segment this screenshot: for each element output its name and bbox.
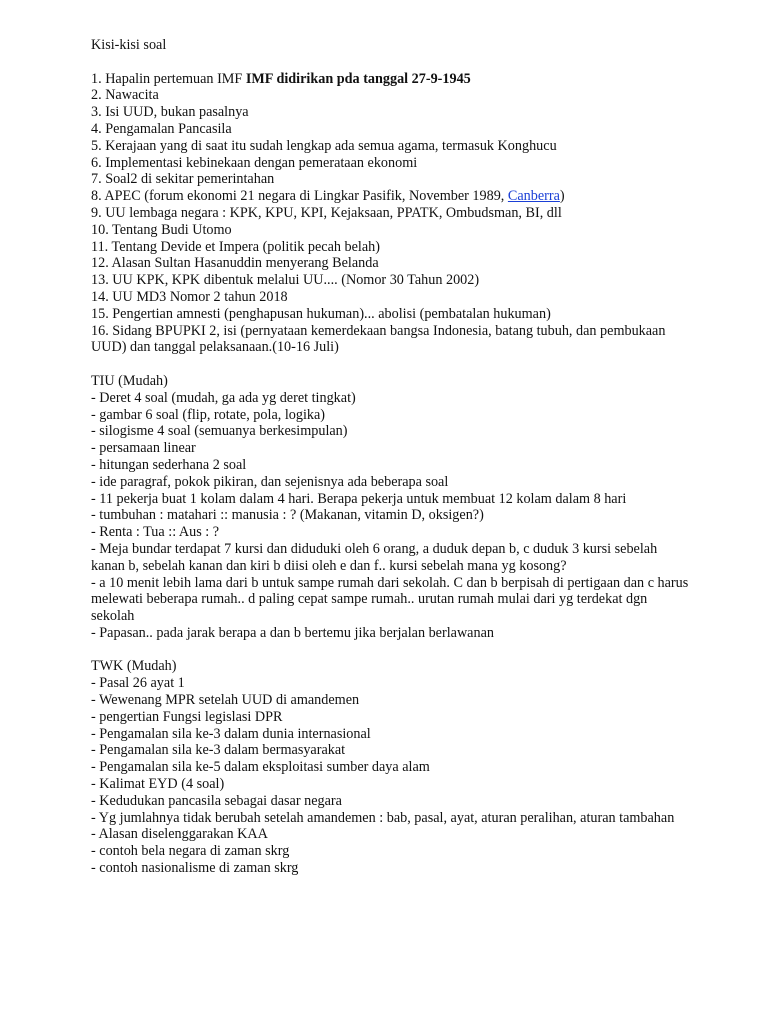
- list-item: 15. Pengertian amnesti (penghapusan hukuman)... abolisi (pembatalan hukuman): [91, 305, 551, 322]
- list-item: - Pasal 26 ayat 1: [91, 675, 185, 692]
- list-item: - a 10 menit lebih lama dari b untuk sampe rumah dari sekolah. C dan b berpisah di pertigaan dan c harus melewati beberapa rumah.. d paling cepat sampe rumah.. urutan rumah mulai dari yg terdekat dgn sekolah: [91, 574, 689, 625]
- spacer: [91, 356, 691, 373]
- list-item: - Alasan diselenggarakan KAA: [91, 826, 268, 843]
- list-item: - Papasan.. pada jarak berapa a dan b bertemu jika berjalan berlawanan: [91, 624, 494, 641]
- doc-title: Kisi-kisi soal: [91, 37, 167, 53]
- list-item: - hitungan sederhana 2 soal: [91, 456, 247, 473]
- list-item: - Kedudukan pancasila sebagai dasar negara: [91, 792, 342, 809]
- list-item: 9. UU lembaga negara : KPK, KPU, KPI, Kejaksaan, PPATK, Ombudsman, BI, dll: [91, 204, 562, 221]
- list-item: 11. Tentang Devide et Impera (politik pecah belah): [91, 238, 380, 255]
- list-item: - Pengamalan sila ke-3 dalam dunia internasional: [91, 725, 371, 742]
- list-item: 2. Nawacita: [91, 87, 159, 104]
- list-item: 12. Alasan Sultan Hasanuddin menyerang Belanda: [91, 255, 379, 272]
- list-item: 13. UU KPK, KPK dibentuk melalui UU.... (Nomor 30 Tahun 2002): [91, 272, 480, 289]
- list-item: - contoh bela negara di zaman skrg: [91, 843, 290, 860]
- numbered-list: [91, 71, 691, 357]
- list-item: 14. UU MD3 Nomor 2 tahun 2018: [91, 288, 288, 305]
- bold-emphasis: IMF didirikan pda tanggal 27-9-1945: [245, 70, 471, 87]
- list-item: - 11 pekerja buat 1 kolam dalam 4 hari. Berapa pekerja untuk membuat 12 kolam dalam 8 hari: [91, 490, 627, 507]
- list-item: - pengertian Fungsi legislasi DPR: [91, 708, 283, 725]
- document-page: [91, 37, 691, 877]
- list-item: - Pengamalan sila ke-5 dalam eksploitasi sumber daya alam: [91, 759, 430, 776]
- list-item: 16. Sidang BPUPKI 2, isi (pernyataan kemerdekaan bangsa Indonesia, batang tubuh, dan pembukaan UUD) dan tanggal pelaksanaan.(10-16 Juli): [91, 322, 666, 356]
- canberra-link[interactable]: Canberra: [507, 188, 560, 205]
- list-item: 8. APEC (forum ekonomi 21 negara di Lingkar Pasifik, November 1989, Canberra): [91, 188, 565, 205]
- list-item: - tumbuhan : matahari :: manusia : ? (Makanan, vitamin D, oksigen?): [91, 507, 484, 524]
- list-item: 6. Implementasi kebinekaan dengan pemerataan ekonomi: [91, 154, 418, 171]
- list-item: - ide paragraf, pokok pikiran, dan sejenisnya ada beberapa soal: [91, 473, 449, 490]
- section-heading: TWK (Mudah): [91, 658, 177, 675]
- tiu-section: [91, 373, 691, 642]
- list-item: 4. Pengamalan Pancasila: [91, 120, 232, 137]
- list-item: 7. Soal2 di sekitar pemerintahan: [91, 171, 275, 188]
- list-item: - Deret 4 soal (mudah, ga ada yg deret tingkat): [91, 389, 356, 406]
- list-item: - silogisme 4 soal (semuanya berkesimpulan): [91, 423, 348, 440]
- list-item: - gambar 6 soal (flip, rotate, pola, logika): [91, 406, 326, 423]
- list-item: - Kalimat EYD (4 soal): [91, 776, 225, 793]
- list-item: - persamaan linear: [91, 440, 196, 457]
- list-item: - Renta : Tua :: Aus : ?: [91, 524, 220, 541]
- list-item: 1. Hapalin pertemuan IMF IMF didirikan pda tanggal 27-9-1945: [91, 70, 471, 87]
- twk-section: [91, 658, 691, 876]
- list-item: 3. Isi UUD, bukan pasalnya: [91, 104, 249, 121]
- list-item: - contoh nasionalisme di zaman skrg: [91, 860, 299, 877]
- list-item: 5. Kerajaan yang di saat itu sudah lengkap ada semua agama, termasuk Konghucu: [91, 137, 557, 154]
- list-item: - Wewenang MPR setelah UUD di amandemen: [91, 692, 360, 709]
- section-heading: TIU (Mudah): [91, 372, 168, 389]
- list-item: 10. Tentang Budi Utomo: [91, 221, 232, 238]
- spacer: [91, 54, 691, 71]
- list-item: - Meja bundar terdapat 7 kursi dan diduduki oleh 6 orang, a duduk depan b, c duduk 3 kursi sebelah kanan b, sebelah kanan dan kiri b diisi oleh e dan f.. kursi sebelah mana yg kosong?: [91, 540, 658, 574]
- list-item: - Pengamalan sila ke-3 dalam bermasyarakat: [91, 742, 346, 759]
- list-item: - Yg jumlahnya tidak berubah setelah amandemen : bab, pasal, ayat, aturan peralihan, aturan tambahan: [91, 809, 675, 826]
- spacer: [91, 642, 691, 659]
